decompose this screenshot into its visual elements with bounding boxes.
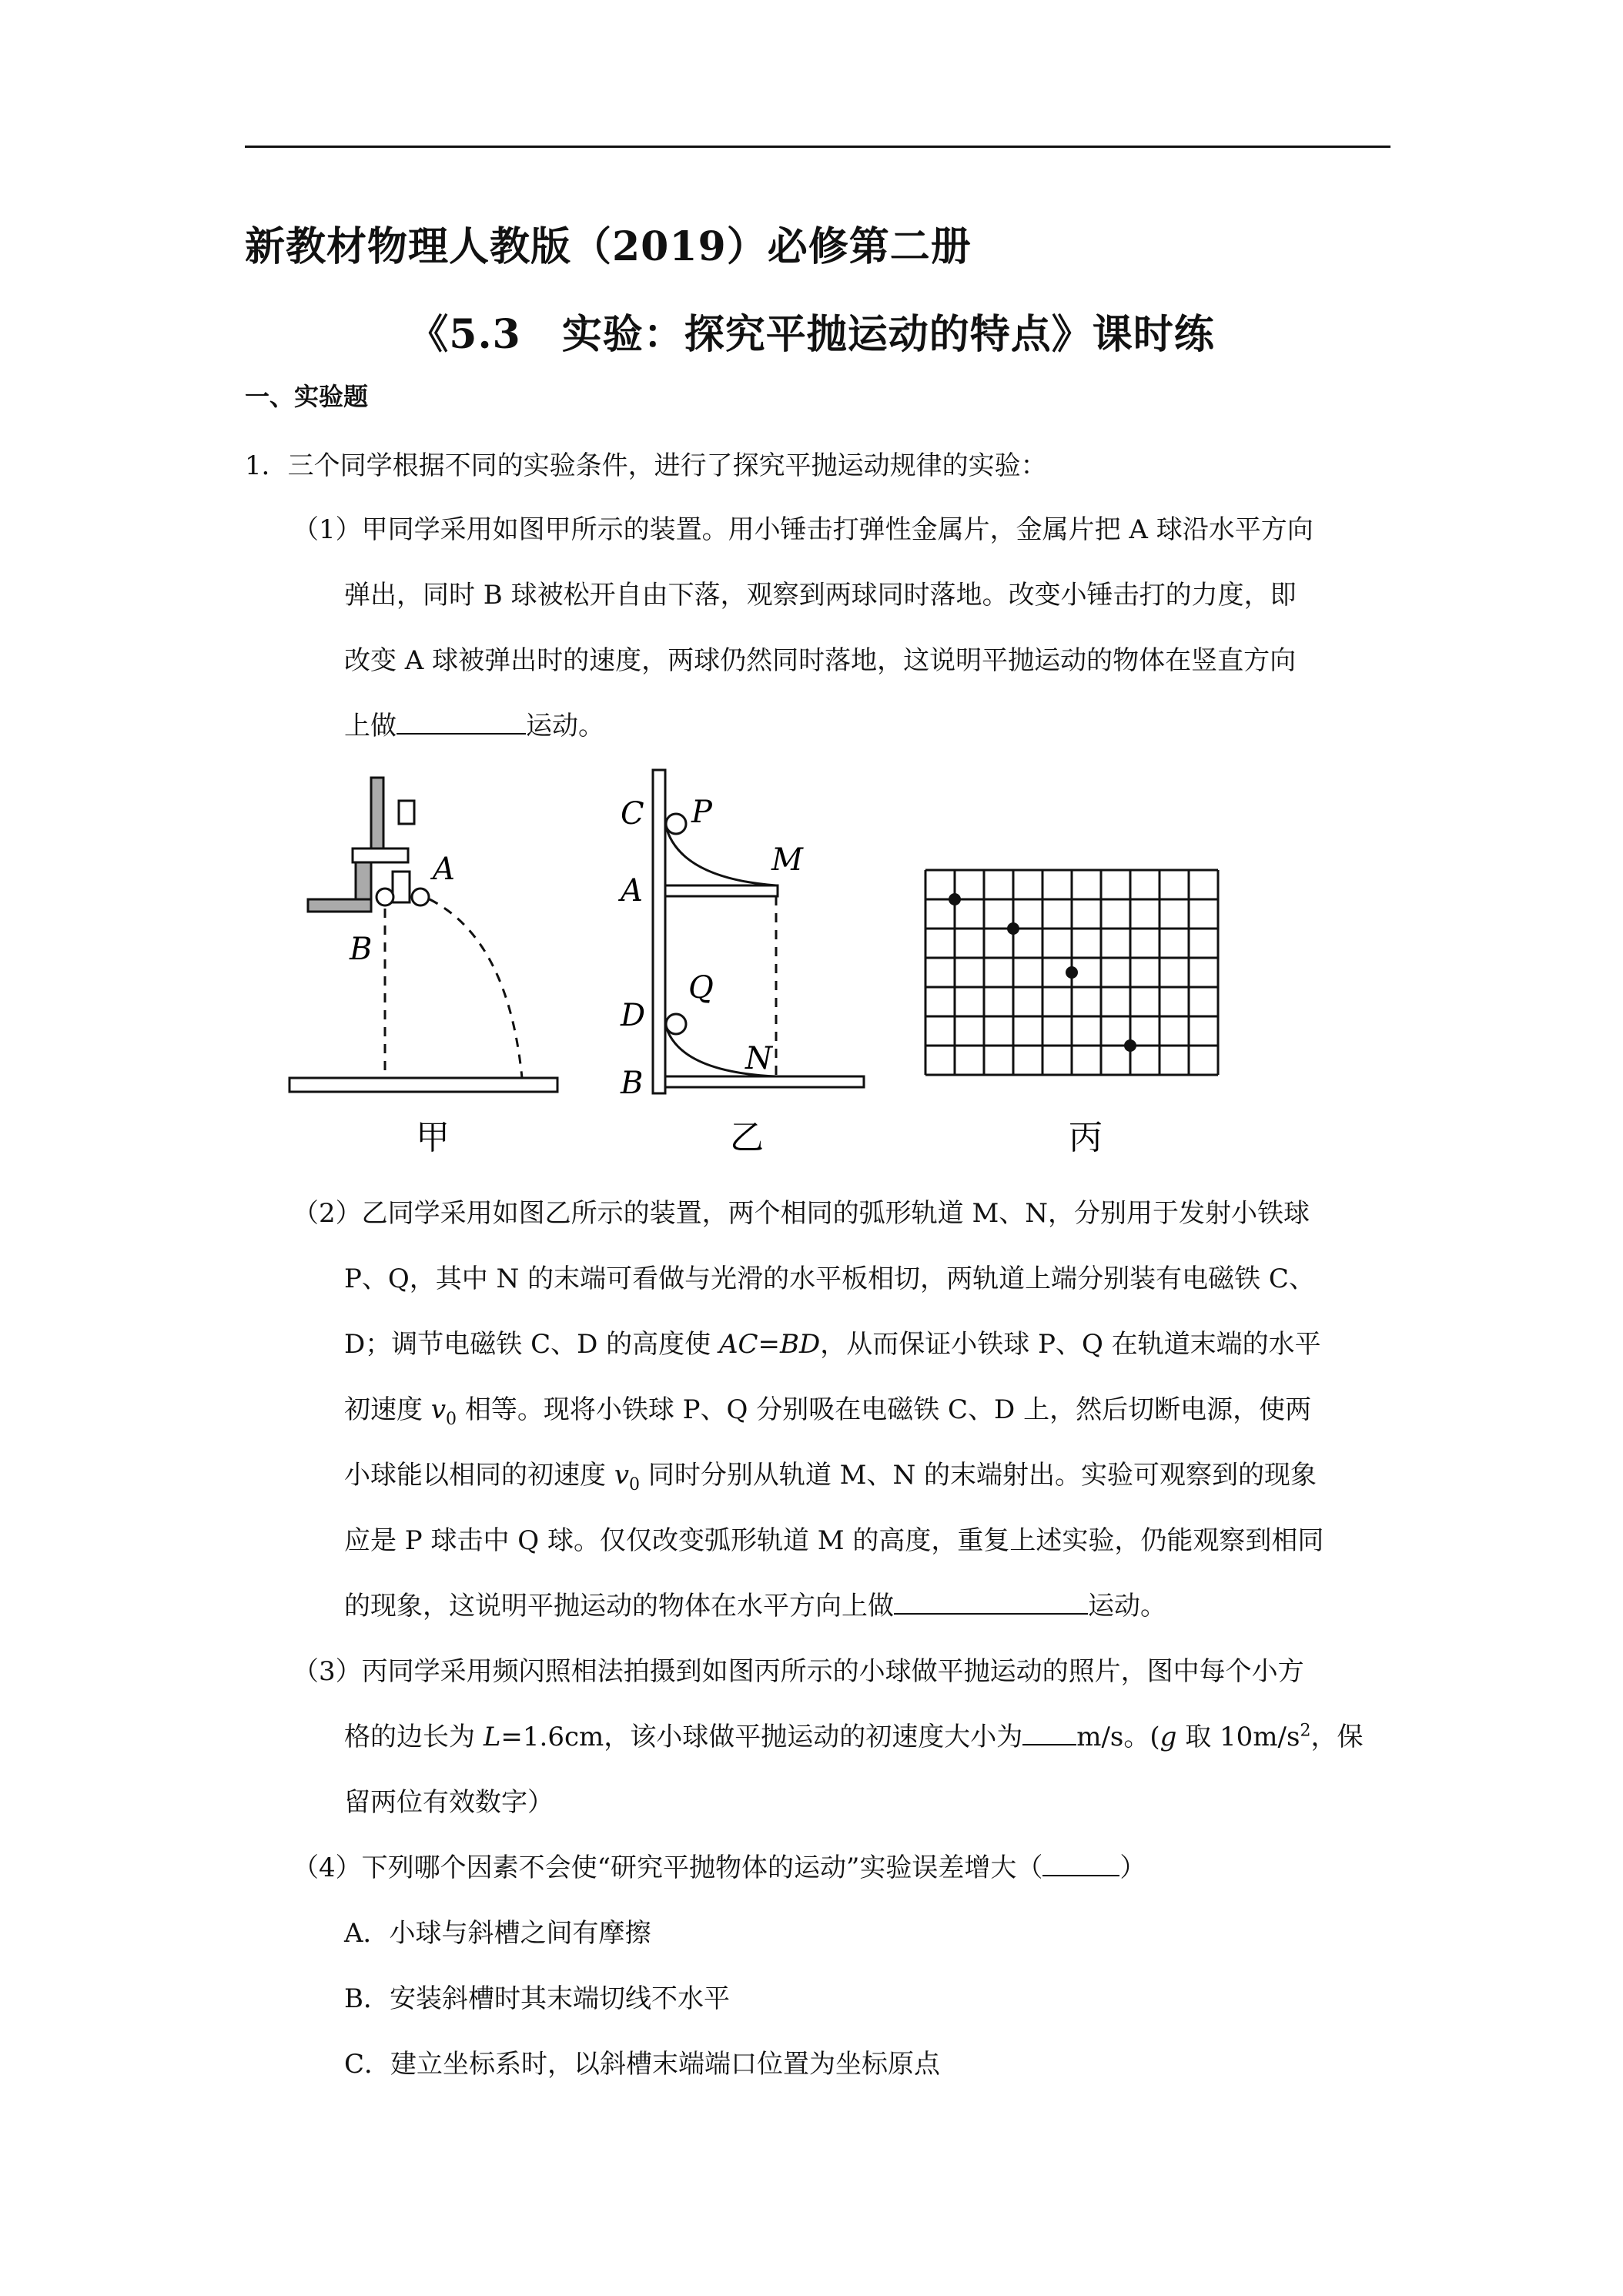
part2-line1: （2）乙同学采用如图乙所示的装置，两个相同的弧形轨道 M、N，分别用于发射小铁球 [293,1198,1310,1229]
flash-photo-point [1124,1039,1136,1052]
title-line-2: 《5.3 实验：探究平抛运动的特点》课时练 [408,311,1215,358]
label-p: P [691,795,712,830]
part1-line4-b: 运动。 [526,711,604,741]
flash-photo-point [949,893,961,905]
label-b-yi: B [621,1066,644,1101]
header-rule [245,146,1390,148]
caption-bing: 丙 [1069,1118,1103,1157]
part1-line4 [344,705,604,742]
answer-blank-2[interactable] [894,1587,1088,1615]
part3-line2-a: 格的边长为 [344,1722,484,1752]
section-heading: 一、实验题 [245,382,369,411]
horizontal-plate [665,1076,864,1087]
part1-line2: 弹出，同时 B 球被松开自由下落，观察到两球同时落地。改变小锤击打的力度，即 [344,580,1297,611]
ground-plate [289,1078,557,1092]
part2-line7-a: 的现象，这说明平抛运动的物体在水平方向上做 [344,1591,894,1622]
part1-line4-a: 上做 [344,711,397,741]
flash-photo-point [1066,966,1078,979]
label-a: A [433,852,455,887]
option-c[interactable]: C．建立坐标系时，以斜槽末端端口位置为坐标原点 [344,2049,941,2080]
label-n: N [745,1041,772,1076]
title-line-1: 新教材物理人教版（2019）必修第二册 [245,223,972,270]
part3-sup: 2 [1300,1721,1311,1741]
part3-line1: （3）丙同学采用频闪照相法拍摄到如图丙所示的小球做平抛运动的照片，图中每个小方 [293,1656,1304,1687]
ball-p [666,814,686,834]
part3-L: L [483,1722,501,1752]
part3-g: g [1160,1722,1177,1752]
metal-sheet [393,872,410,902]
part4-line1-b: ） [1119,1853,1146,1883]
caption-yi: 乙 [730,1118,764,1157]
vertical-board [653,770,665,1093]
part2-line3-a: D；调节电磁铁 C、D 的高度使 [344,1329,719,1360]
part3-line2-c: m/s。( [1076,1722,1160,1752]
figure-jia [285,762,570,1163]
part2-line4-b: 相等。现将小铁球 P、Q 分别吸在电磁铁 C、D 上，然后切断电源，使两 [457,1394,1312,1425]
flash-photo-point [1007,922,1019,935]
label-a-yi: A [621,873,643,909]
answer-blank-3[interactable] [1022,1718,1076,1745]
part2-line3-b: ，从而保证小铁球 P、Q 在轨道末端的水平 [820,1329,1321,1360]
part2-line2: P、Q，其中 N 的末端可看做与光滑的水平板相切，两轨道上端分别装有电磁铁 C、 [344,1263,1315,1294]
part2-v: v [430,1394,447,1425]
part2-v-sub-2: 0 [629,1474,641,1494]
ball-a [412,889,429,905]
answer-blank-4[interactable] [1042,1849,1119,1876]
hammer-head [399,801,414,824]
part2-line5-b: 同时分别从轨道 M、N 的末端射出。实验可观察到的现象 [640,1460,1317,1491]
part2-line4 [344,1388,1311,1429]
label-c: C [621,796,644,832]
part2-line7 [344,1585,1166,1622]
part3-line2-b: =1.6cm，该小球做平抛运动的初速度大小为 [500,1722,1023,1752]
part3-line3: 留两位有效数字） [344,1787,554,1818]
label-q: Q [688,970,714,1006]
part1-line1: （1）甲同学采用如图甲所示的装置。用小锤击打弹性金属片，金属片把 A 球沿水平方向 [293,514,1313,545]
track-m-base [665,885,778,896]
part1-line3: 改变 A 球被弹出时的速度，两球仍然同时落地，这说明平抛运动的物体在竖直方向 [344,645,1297,676]
part2-line7-b: 运动。 [1088,1591,1166,1622]
ball-q [666,1014,686,1034]
part2-line5 [344,1454,1317,1494]
option-a[interactable]: A．小球与斜槽之间有摩擦 [344,1918,651,1949]
part2-line3 [344,1323,1321,1361]
figure-bing [916,762,1255,1163]
part2-v-2: v [614,1460,630,1491]
clamp-top [353,848,408,862]
part3-line2-d: 取 10m/s [1176,1722,1300,1752]
part4-line1 [293,1846,1146,1884]
label-b: B [350,932,373,967]
part2-v-sub: 0 [446,1409,457,1429]
option-b[interactable]: B．安装斜槽时其末端切线不水平 [344,1983,730,2014]
part4-line1-a: （4）下列哪个因素不会使“研究平抛物体的运动”实验误差增大（ [293,1853,1043,1883]
part2-ac-bd: AC=BD [718,1329,821,1360]
projectile-path [430,899,522,1078]
label-m: M [771,842,803,878]
caption-jia: 甲 [416,1118,450,1157]
part2-line5-a: 小球能以相同的初速度 [344,1460,614,1491]
question-intro: 1．三个同学根据不同的实验条件，进行了探究平抛运动规律的实验： [245,450,1047,481]
ball-b [376,889,393,905]
part3-line2-e: ，保 [1310,1722,1364,1752]
stand-base-arm [308,899,371,912]
stand-upright [371,778,383,855]
part2-line6: 应是 P 球击中 Q 球。仅仅改变弧形轨道 M 的高度，重复上述实验，仍能观察到相同 [344,1525,1324,1556]
label-d: D [621,998,646,1033]
part2-line4-a: 初速度 [344,1394,431,1425]
answer-blank-1[interactable] [397,707,526,735]
figure-yi [601,762,885,1163]
part3-line2 [344,1715,1363,1753]
